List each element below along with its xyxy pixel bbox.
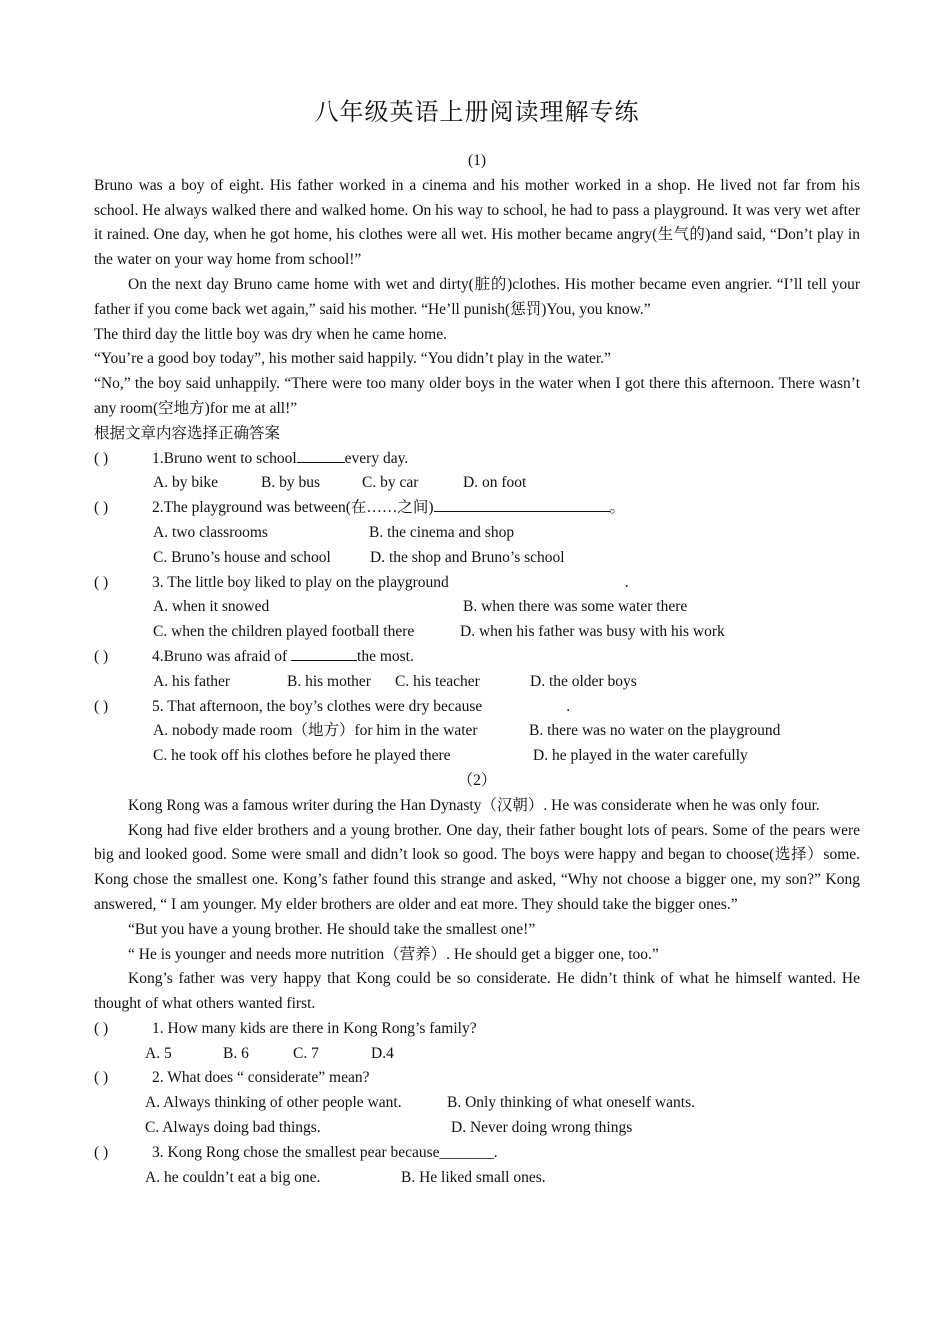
option[interactable]: C. his teacher	[395, 672, 480, 690]
question-text: 2.The playground was between(在……之间)	[152, 499, 434, 517]
passage-1-paragraph: Bruno was a boy of eight. His father worked in a cinema and his mother worked in a shop. He lived not far from his school. He always walked there and walked home. On his way to school, he had to pass a playground. It was very wet after it rained. One day, when he got home, his clothes were all wet. His mother became angry(生气的)and said, “Don’t play in the water on your way home from school!”	[94, 176, 860, 269]
answer-blank[interactable]	[297, 447, 345, 463]
options-row	[94, 1042, 860, 1067]
options-row	[94, 1091, 860, 1116]
option[interactable]: A. his father	[153, 672, 231, 690]
options-row	[94, 670, 860, 695]
answer-paren[interactable]: ( )	[94, 1069, 109, 1087]
instruction-text: 根据文章内容选择正确答案	[94, 424, 281, 442]
passage-1-paragraph: “You’re a good boy today”, his mother said happily. “You didn’t play in the water.”	[94, 350, 611, 368]
worksheet-page	[94, 92, 860, 1190]
question-text-end: .	[624, 573, 629, 591]
passage-2-paragraph: Kong had five elder brothers and a young brother. One day, their father bought lots of pears. Some of the pears were big and looked good. Some were small and didn’t look so good. The boys were happy and began to choose(选择）some. Kong chose the smallest one. Kong’s father found this strange and asked, “Why not choose a bigger one, my son?” Kong answered, “ I am younger. My elder brothers are older and eat more. They should take the bigger ones.”	[94, 821, 860, 913]
option[interactable]: C. Bruno’s house and school	[153, 548, 331, 566]
passage-2-paragraph: “ He is younger and needs more nutrition（营养）. He should get a bigger one, too.”	[128, 945, 659, 963]
option[interactable]: D. the shop and Bruno’s school	[370, 548, 565, 566]
option[interactable]: B. 6	[223, 1044, 249, 1062]
option[interactable]: D. the older boys	[530, 672, 637, 690]
worksheet-title: 八年级英语上册阅读理解专练	[314, 100, 640, 126]
option[interactable]: D. on foot	[463, 474, 527, 492]
answer-paren[interactable]: ( )	[94, 1019, 109, 1037]
option[interactable]: A. Always thinking of other people want.	[145, 1094, 402, 1112]
options-row	[94, 521, 860, 546]
question-text: 4.Bruno was afraid of	[152, 647, 292, 665]
question-text-end: the most.	[357, 647, 414, 665]
option[interactable]: A. by bike	[153, 474, 219, 492]
question-1-2	[94, 496, 860, 521]
answer-paren[interactable]: ( )	[94, 647, 109, 665]
option[interactable]: B. when there was some water there	[463, 598, 688, 616]
answer-blank[interactable]	[291, 645, 357, 661]
question-text: 1. How many kids are there in Kong Rong’s family?	[152, 1019, 477, 1037]
option[interactable]: C. when the children played football there	[153, 623, 415, 641]
section-2-label: （2）	[457, 771, 497, 789]
passage-2-paragraph: Kong Rong was a famous writer during the Han Dynasty（汉朝）. He was considerate when he was only four.	[128, 796, 820, 814]
option[interactable]: B. the cinema and shop	[369, 523, 515, 541]
option[interactable]: C. 7	[293, 1044, 319, 1062]
question-2-2	[94, 1066, 860, 1091]
answer-paren[interactable]: ( )	[94, 449, 109, 467]
passage-2-paragraph: “But you have a young brother. He should take the smallest one!”	[128, 920, 536, 938]
question-text: 3. Kong Rong chose the smallest pear because_______.	[152, 1143, 498, 1161]
question-text: 3. The little boy liked to play on the playground	[152, 573, 449, 591]
options-row	[94, 1166, 860, 1191]
option[interactable]: A. nobody made room（地方）for him in the water	[153, 722, 478, 740]
options-row	[94, 744, 860, 769]
passage-1-paragraph: The third day the little boy was dry when he came home.	[94, 325, 447, 343]
question-1-5	[94, 695, 860, 720]
option[interactable]: A. 5	[145, 1044, 172, 1062]
answer-paren[interactable]: ( )	[94, 573, 109, 591]
question-2-1	[94, 1017, 860, 1042]
answer-blank[interactable]	[434, 496, 610, 512]
option[interactable]: D. he played in the water carefully	[533, 747, 748, 765]
option[interactable]: B. He liked small ones.	[401, 1168, 546, 1186]
question-1-3	[94, 571, 860, 596]
options-row	[94, 1116, 860, 1141]
option[interactable]: D. Never doing wrong things	[451, 1119, 633, 1137]
option[interactable]: C. by car	[362, 474, 419, 492]
option[interactable]: C. Always doing bad things.	[145, 1119, 321, 1137]
answer-paren[interactable]: ( )	[94, 1143, 109, 1161]
options-row	[94, 719, 860, 744]
question-text: 5. That afternoon, the boy’s clothes were dry because	[152, 697, 483, 715]
option[interactable]: A. two classrooms	[153, 523, 268, 541]
question-text-end: 。	[609, 499, 626, 517]
option[interactable]: B. Only thinking of what oneself wants.	[447, 1094, 695, 1112]
option[interactable]: B. by bus	[261, 474, 320, 492]
option[interactable]: D.4	[371, 1044, 394, 1062]
passage-2-paragraph: Kong’s father was very happy that Kong could be so considerate. He didn’t think of what he himself wanted. He thought of what others wanted first.	[94, 970, 860, 1013]
option[interactable]: B. there was no water on the playground	[529, 722, 781, 740]
passage-1-paragraph: “No,” the boy said unhappily. “There were too many older boys in the water when I got there this afternoon. There wasn’t any room(空地方)for me at all!”	[94, 375, 860, 417]
options-row	[94, 471, 860, 496]
option[interactable]: A. he couldn’t eat a big one.	[145, 1168, 321, 1186]
options-row	[94, 620, 860, 645]
option[interactable]: B. his mother	[287, 672, 371, 690]
option[interactable]: A. when it snowed	[153, 598, 270, 616]
option[interactable]: C. he took off his clothes before he played there	[153, 747, 451, 765]
question-text-end: every day.	[344, 449, 409, 467]
answer-paren[interactable]: ( )	[94, 499, 109, 517]
options-row	[94, 546, 860, 571]
passage-1-paragraph: On the next day Bruno came home with wet and dirty(脏的)clothes. His mother became even angrier. “I’ll tell your father if you come back wet again,” said his mother. “He’ll punish(惩罚)You, you know.”	[94, 275, 860, 318]
question-1-4	[94, 645, 860, 670]
question-text-end: .	[566, 697, 571, 715]
options-row	[94, 595, 860, 620]
answer-paren[interactable]: ( )	[94, 697, 109, 715]
question-1-1	[94, 447, 860, 472]
section-1-label: (1)	[467, 152, 487, 169]
option[interactable]: D. when his father was busy with his work	[460, 623, 725, 641]
question-text: 2. What does “ considerate” mean?	[152, 1069, 370, 1087]
question-2-3	[94, 1141, 860, 1166]
question-text: 1.Bruno went to school	[152, 449, 297, 467]
